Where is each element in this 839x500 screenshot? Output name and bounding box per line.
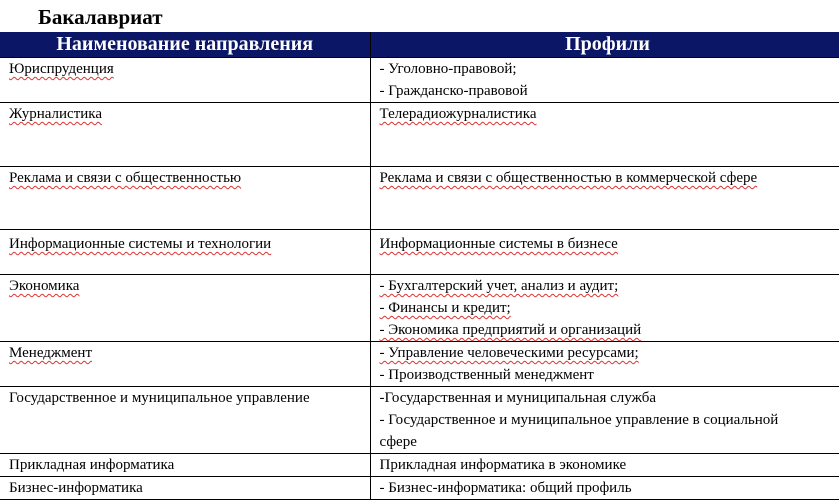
direction-cell xyxy=(0,167,370,230)
profile-item: Информационные системы в бизнесе xyxy=(380,236,618,252)
table-row xyxy=(0,454,839,477)
profiles-cell xyxy=(370,230,839,275)
profile-item: - Финансы и кредит; xyxy=(380,297,839,319)
profile-item: - Уголовно-правовой; xyxy=(380,58,839,80)
direction-name: Журналистика xyxy=(9,106,102,122)
profile-item: - Гражданско-правовой xyxy=(380,80,839,102)
profile-item: - Бухгалтерский учет, анализ и аудит; xyxy=(380,275,839,297)
programs-table xyxy=(0,32,839,500)
direction-cell xyxy=(0,387,370,454)
direction-cell xyxy=(0,230,370,275)
direction-name: Юриспруденция xyxy=(9,61,114,77)
table-row xyxy=(0,342,839,387)
profile-item: Телерадиожурналистика xyxy=(380,106,537,122)
profiles-cell xyxy=(370,387,839,454)
direction-cell xyxy=(0,275,370,342)
profiles-cell xyxy=(370,454,839,477)
table-row xyxy=(0,167,839,230)
direction-cell xyxy=(0,477,370,500)
header-profiles: Профили xyxy=(370,32,839,58)
profiles-cell xyxy=(370,103,839,167)
page-title: Бакалавриат xyxy=(38,4,163,30)
table-row xyxy=(0,275,839,342)
direction-name: Бизнес-информатика xyxy=(9,480,143,496)
profile-item: - Бизнес-информатика: общий профиль xyxy=(380,480,632,496)
profiles-cell xyxy=(370,167,839,230)
profiles-cell xyxy=(370,342,839,387)
profile-item: -Государственная и муниципальная служба xyxy=(380,387,839,409)
direction-name: Информационные системы и технологии xyxy=(9,236,271,252)
profiles-cell xyxy=(370,58,839,103)
profile-item: - Государственное и муниципальное управление в социальной сфере xyxy=(380,409,839,453)
profile-item: - Управление человеческими ресурсами; xyxy=(380,342,839,364)
direction-cell xyxy=(0,58,370,103)
direction-cell xyxy=(0,454,370,477)
profile-item: Прикладная информатика в экономике xyxy=(380,457,627,473)
profile-item: - Экономика предприятий и организаций xyxy=(380,319,839,341)
direction-name: Менеджмент xyxy=(9,345,92,361)
profile-item: Реклама и связи с общественностью в коммерческой сфере xyxy=(380,170,758,186)
table-row xyxy=(0,477,839,500)
direction-name: Прикладная информатика xyxy=(9,457,174,473)
profiles-cell xyxy=(370,477,839,500)
table-header-row xyxy=(0,32,839,58)
table-row xyxy=(0,387,839,454)
profile-item: - Производственный менеджмент xyxy=(380,364,839,386)
profiles-cell xyxy=(370,275,839,342)
table-row xyxy=(0,103,839,167)
direction-cell xyxy=(0,342,370,387)
direction-name: Экономика xyxy=(9,278,79,294)
direction-name: Реклама и связи с общественностью xyxy=(9,170,241,186)
direction-name: Государственное и муниципальное управление xyxy=(9,390,310,406)
direction-cell xyxy=(0,103,370,167)
table-row xyxy=(0,230,839,275)
header-direction: Наименование направления xyxy=(0,32,370,58)
table-row xyxy=(0,58,839,103)
